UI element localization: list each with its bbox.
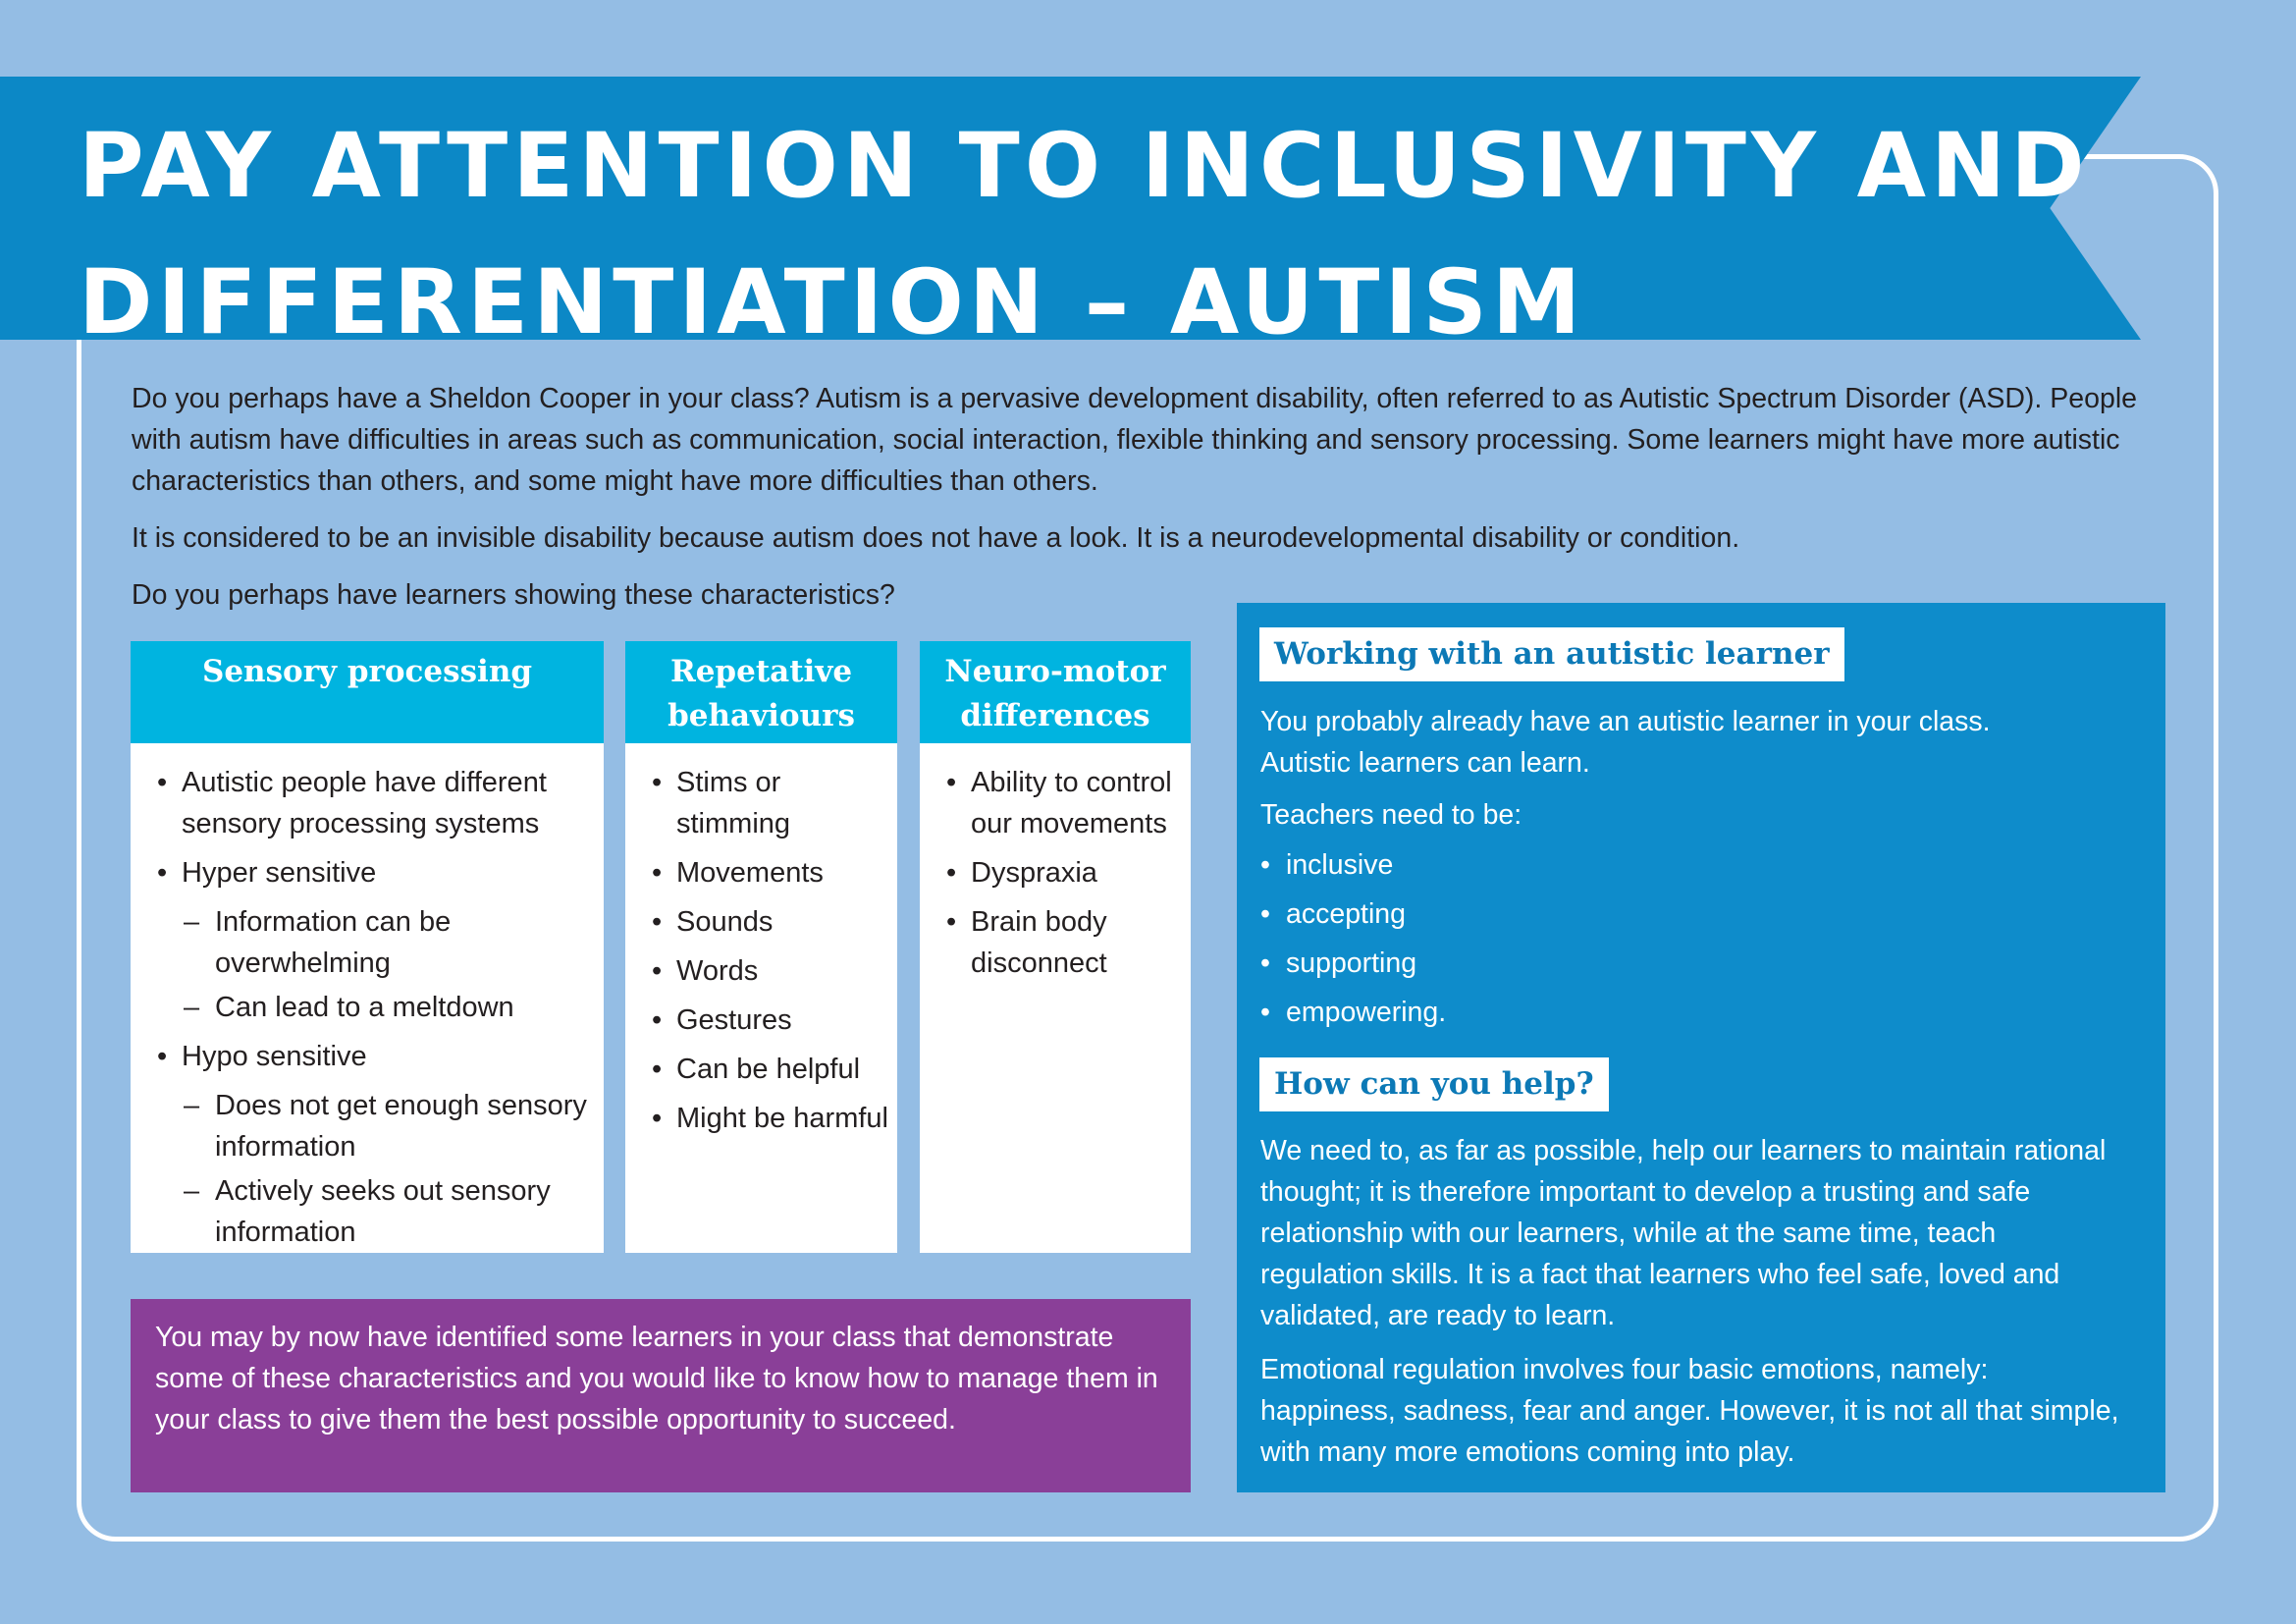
column-heading: Sensory processing [131,641,604,743]
sensory-processing-column [131,641,604,1253]
list-item-text: Can be helpful [676,1054,861,1085]
list-item [920,901,1191,984]
list-item [1260,844,1446,886]
panel-paragraph-3: We need to, as far as possible, help our learners to maintain rational thought; it is therefore important to develop a trusting and safe relationship with our learners, while at the same time, teach regulation skills. It is a fact that learners who feel safe, loved and validated, are ready to learn. [1260,1135,2107,1331]
intro-paragraph-2: It is considered to be an invisible disability because autism does not have a look. It is a neurodevelopmental disability or condition. [132,522,1740,554]
column-heading: Repetative behaviours [625,641,897,743]
list-item-text: inclusive [1286,849,1394,881]
bullet-icon: • [946,767,957,798]
column-heading: Neuro-motor differences [920,641,1191,743]
sub-list-item [131,1085,604,1167]
column-body [920,743,1191,984]
sub-list-item [131,1170,604,1253]
list-item [625,950,897,992]
bullet-icon: • [157,1041,168,1072]
list-item-text: Stims or stimming [676,767,791,839]
panel-heading-working: Working with an autistic learner [1259,627,1844,681]
intro-paragraph-3: Do you perhaps have learners showing these characteristics? [132,579,895,611]
sub-list-item-text: Can lead to a meltdown [215,992,514,1023]
list-item [131,1036,604,1077]
bullet-icon: • [652,857,663,889]
list-item-text: Might be harmful [676,1103,888,1134]
list-item [625,1098,897,1139]
sub-list-item-text: Does not get enough sensory information [215,1090,587,1163]
list-item [920,852,1191,893]
bullet-icon: • [1260,898,1270,930]
column-body [625,743,897,1139]
dash-icon: – [184,906,200,938]
purple-callout [131,1299,1191,1492]
column-body [131,743,604,1253]
bullet-icon: • [652,1054,663,1085]
list-item [1260,893,1446,935]
list-item-text: Words [676,955,759,987]
bullet-icon: • [946,857,957,889]
list-item [625,901,897,943]
bullet-icon: • [652,906,663,938]
bullet-icon: • [1260,947,1270,979]
list-item-text: supporting [1286,947,1417,979]
bullet-icon: • [157,857,168,889]
list-item-text: Dyspraxia [971,857,1097,889]
callout-text: You may by now have identified some learners in your class that demonstrate some of these characteristics and you would like to know how to manage them in your class to give them the best possible opportunity to succeed. [155,1322,1158,1435]
list-item-text: Sounds [676,906,774,938]
bullet-icon: • [1260,997,1270,1028]
repetative-behaviours-column [625,641,897,1253]
list-item-text: Autistic people have different sensory processing systems [182,767,547,839]
list-item-text: Brain body disconnect [971,906,1107,979]
list-item [131,762,604,844]
bullet-icon: • [157,767,168,798]
panel-heading-help: How can you help? [1259,1057,1609,1111]
sub-list-item-text: Actively seeks out sensory information [215,1175,551,1248]
list-item [625,1000,897,1041]
list-item [625,1049,897,1090]
sub-list-item [131,987,604,1028]
list-item-text: Ability to control our movements [971,767,1172,839]
list-item-text: Gestures [676,1004,792,1036]
neuro-motor-differences-column [920,641,1191,1253]
dash-icon: – [184,992,200,1023]
list-item-text: Hyper sensitive [182,857,377,889]
bullet-icon: • [1260,849,1270,881]
bullet-icon: • [652,1103,663,1134]
list-item [1260,943,1446,984]
list-item [625,762,897,844]
working-with-learner-panel [1237,603,2165,1492]
bullet-icon: • [652,955,663,987]
list-item [1260,992,1446,1033]
list-item-text: empowering. [1286,997,1447,1028]
list-item-text: Movements [676,857,824,889]
intro-paragraph-1: Do you perhaps have a Sheldon Cooper in your class? Autism is a pervasive development disability, often referred to as Autistic Spectrum Disorder (ASD). People with autism have difficulties in areas such as communication, social interaction, flexible thinking and sensory processing. Some learners might have more autistic characteristics than others, and some might have more difficulties than others. [132,383,2137,497]
dash-icon: – [184,1175,200,1207]
list-item [625,852,897,893]
dash-icon: – [184,1090,200,1121]
page-title: PAY ATTENTION TO INCLUSIVITY AND DIFFERENTIATION – AUTISM [79,115,2090,354]
sub-list-item-text: Information can be overwhelming [215,906,452,979]
bullet-icon: • [652,1004,663,1036]
bullet-icon: • [946,906,957,938]
panel-paragraph-4: Emotional regulation involves four basic emotions, namely: happiness, sadness, fear and anger. However, it is not all that simple, with many more emotions coming into play. [1260,1354,2119,1468]
panel-paragraph-1: You probably already have an autistic learner in your class. Autistic learners can learn. [1260,706,1991,779]
list-item-text: accepting [1286,898,1407,930]
list-item [131,852,604,893]
teacher-qualities-list [1260,844,1446,1041]
list-item [920,762,1191,844]
bullet-icon: • [652,767,663,798]
panel-paragraph-2: Teachers need to be: [1260,799,1522,831]
sub-list-item [131,901,604,984]
list-item-text: Hypo sensitive [182,1041,367,1072]
